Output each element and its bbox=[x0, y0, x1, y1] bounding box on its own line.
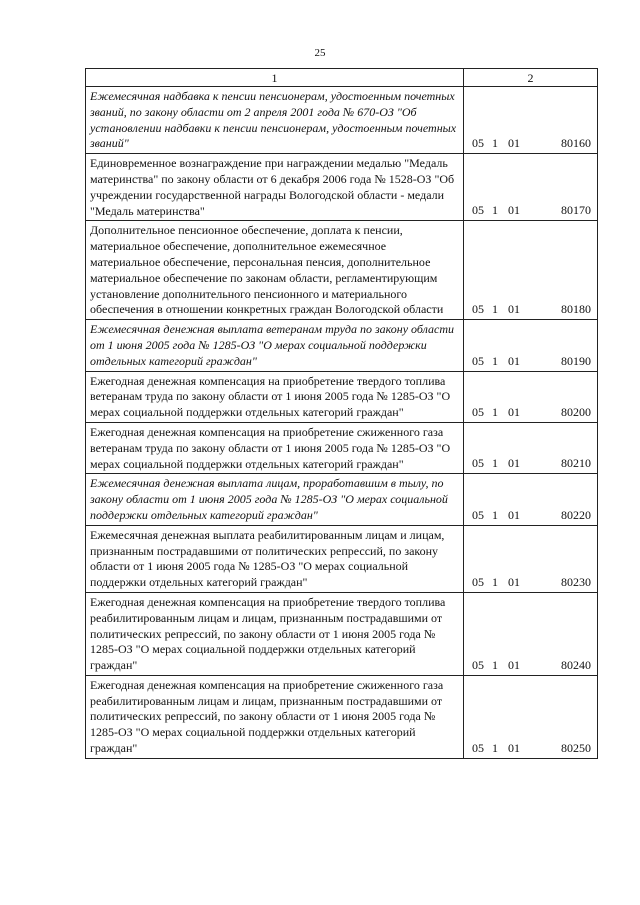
header-col-1: 1 bbox=[86, 69, 464, 87]
table-row bbox=[86, 371, 598, 422]
code-section: 05 bbox=[472, 136, 484, 151]
code-target: 80180 bbox=[561, 302, 591, 317]
table-row bbox=[86, 675, 598, 758]
classification-code bbox=[464, 221, 598, 320]
classification-code bbox=[464, 675, 598, 758]
code-target: 80170 bbox=[561, 203, 591, 218]
expense-description: Ежемесячная денежная выплата лицам, проработавшим в тылу, по закону области от 1 июня 2005 года № 1285-ОЗ "О мерах социальной поддержки отдельных категорий граждан" bbox=[86, 474, 464, 525]
budget-classification-table bbox=[85, 68, 598, 759]
code-section: 05 bbox=[472, 657, 484, 672]
page-number: 25 bbox=[314, 47, 326, 59]
code-subsection: 1 bbox=[492, 404, 498, 419]
code-section: 05 bbox=[472, 353, 484, 368]
table-row bbox=[86, 320, 598, 371]
code-subsection: 1 bbox=[492, 740, 498, 755]
classification-code bbox=[464, 154, 598, 221]
code-section: 05 bbox=[472, 404, 484, 419]
code-item: 01 bbox=[508, 404, 520, 419]
code-target: 80200 bbox=[561, 404, 591, 419]
code-section: 05 bbox=[472, 302, 484, 317]
code-item: 01 bbox=[508, 353, 520, 368]
code-subsection: 1 bbox=[492, 302, 498, 317]
code-subsection: 1 bbox=[492, 353, 498, 368]
code-target: 80240 bbox=[561, 657, 591, 672]
code-target: 80220 bbox=[561, 507, 591, 522]
code-subsection: 1 bbox=[492, 203, 498, 218]
classification-code bbox=[464, 525, 598, 592]
table-row bbox=[86, 525, 598, 592]
expense-description: Ежемесячная денежная выплата ветеранам труда по закону области от 1 июня 2005 года № 1285-ОЗ "О мерах социальной поддержки отдельных категорий граждан" bbox=[86, 320, 464, 371]
expense-description: Ежегодная денежная компенсация на приобретение сжиженного газа реабилитированным лицам и лицам, признанным пострадавшими от политических репрессий, по закону области от 1 июня 2005 года № 1285-ОЗ "О мерах социальной поддержки отдельных категорий граждан" bbox=[86, 675, 464, 758]
code-subsection: 1 bbox=[492, 574, 498, 589]
classification-code bbox=[464, 422, 598, 473]
code-item: 01 bbox=[508, 203, 520, 218]
code-item: 01 bbox=[508, 507, 520, 522]
code-subsection: 1 bbox=[492, 657, 498, 672]
expense-description: Единовременное вознаграждение при награждении медалью "Медаль материнства" по закону области от 6 декабря 2006 года № 1528-ОЗ "Об учреждении государственной награды Вологодской области - медали "Медаль материнства" bbox=[86, 154, 464, 221]
expense-description: Ежегодная денежная компенсация на приобретение сжиженного газа ветеранам труда по закону области от 1 июня 2005 года № 1285-ОЗ "О мерах социальной поддержки отдельных категорий граждан" bbox=[86, 422, 464, 473]
table-row bbox=[86, 422, 598, 473]
code-subsection: 1 bbox=[492, 456, 498, 471]
table-row bbox=[86, 592, 598, 675]
classification-code bbox=[464, 87, 598, 154]
code-subsection: 1 bbox=[492, 507, 498, 522]
code-item: 01 bbox=[508, 456, 520, 471]
code-section: 05 bbox=[472, 740, 484, 755]
code-target: 80160 bbox=[561, 136, 591, 151]
classification-code bbox=[464, 320, 598, 371]
table-row bbox=[86, 474, 598, 525]
code-item: 01 bbox=[508, 574, 520, 589]
header-col-2: 2 bbox=[464, 69, 598, 87]
table-header-row bbox=[86, 69, 598, 87]
code-item: 01 bbox=[508, 657, 520, 672]
code-target: 80230 bbox=[561, 574, 591, 589]
code-target: 80250 bbox=[561, 740, 591, 755]
code-item: 01 bbox=[508, 136, 520, 151]
code-section: 05 bbox=[472, 574, 484, 589]
code-section: 05 bbox=[472, 507, 484, 522]
expense-description: Ежегодная денежная компенсация на приобретение твердого топлива реабилитированным лицам и лицам, признанным пострадавшими от политических репрессий, по закону области от 1 июня 2005 года № 1285-ОЗ "О мерах социальной поддержки отдельных категорий граждан" bbox=[86, 592, 464, 675]
expense-description: Дополнительное пенсионное обеспечение, доплата к пенсии, материальное обеспечение, дополнительное ежемесячное материальное обеспечение, персональная пенсия, дополнительное материальное обеспечение по законам области, регламентирующим установление дополнительного пенсионного и материального обеспечения в отношении конкретных граждан Вологодской области bbox=[86, 221, 464, 320]
expense-description: Ежегодная денежная компенсация на приобретение твердого топлива ветеранам труда по закону области от 1 июня 2005 года № 1285-ОЗ "О мерах социальной поддержки отдельных категорий граждан" bbox=[86, 371, 464, 422]
code-item: 01 bbox=[508, 302, 520, 317]
classification-code bbox=[464, 474, 598, 525]
code-section: 05 bbox=[472, 203, 484, 218]
classification-code bbox=[464, 592, 598, 675]
table-row bbox=[86, 87, 598, 154]
code-target: 80190 bbox=[561, 353, 591, 368]
classification-code bbox=[464, 371, 598, 422]
code-target: 80210 bbox=[561, 456, 591, 471]
expense-description: Ежемесячная надбавка к пенсии пенсионерам, удостоенным почетных званий, по закону области от 2 апреля 2001 года № 670-ОЗ "Об установлении надбавки к пенсии пенсионерам, удостоенным почетных званий" bbox=[86, 87, 464, 154]
table-row bbox=[86, 154, 598, 221]
code-item: 01 bbox=[508, 740, 520, 755]
table-row bbox=[86, 221, 598, 320]
expense-description: Ежемесячная денежная выплата реабилитированным лицам и лицам, признанным пострадавшими от политических репрессий, по закону области от 1 июня 2005 года № 1285-ОЗ "О мерах социальной поддержки отдельных категорий граждан" bbox=[86, 525, 464, 592]
code-subsection: 1 bbox=[492, 136, 498, 151]
code-section: 05 bbox=[472, 456, 484, 471]
